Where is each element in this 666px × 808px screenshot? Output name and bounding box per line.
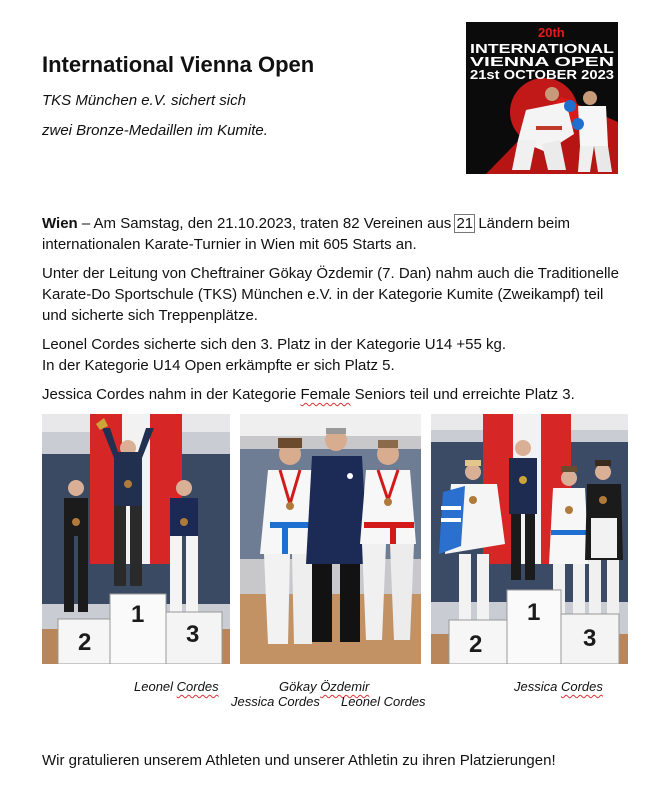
logo-vienna-open: VIENNA OPEN	[470, 54, 614, 69]
subtitle-line-1: TKS München e.V. sichert sich	[42, 92, 246, 109]
paragraph-leonel	[42, 334, 632, 376]
intro-text-1: – Am Samstag, den 21.10.2023, traten 82 Vereinen aus	[77, 215, 456, 232]
spellcheck-flagged-word: Female	[300, 386, 351, 403]
caption-first-name: Leonel	[134, 679, 177, 694]
caption-leonel-team: Leonel Cordes	[341, 694, 426, 709]
lead-word: Wien	[42, 215, 78, 232]
podium-label-third: 3	[186, 621, 200, 648]
logo-international: INTERNATIONAL	[470, 41, 615, 56]
jessica-text-2: Seniors teil und erreichte Platz 3.	[350, 386, 575, 403]
caption-coach	[279, 679, 369, 694]
intro-text-2: Ländern beim internationalen Karate-Turnier in Wien mit 605 Starts an.	[42, 215, 571, 253]
subtitle-line-2: zwei Bronze-Medaillen im Kumite.	[42, 122, 268, 139]
podium-label-first: 1	[527, 599, 541, 626]
caption-surname: Cordes	[176, 679, 219, 694]
caption-jessica	[514, 679, 603, 694]
event-logo	[466, 22, 618, 174]
paragraph-intro	[42, 213, 632, 255]
closing-line: Wir gratulieren unserem Athleten und unserer Athletin zu ihren Platzierungen!	[42, 752, 556, 769]
leonel-line-1: Leonel Cordes sicherte sich den 3. Platz in der Kategorie U14 +55 kg.	[42, 336, 507, 353]
caption-first-name: Gökay	[279, 679, 321, 694]
jessica-text-1: Jessica Cordes nahm in der Kategorie	[42, 386, 301, 403]
paragraph-coach: Unter der Leitung von Cheftrainer Gökay Özdemir (7. Dan) nahm auch die Traditionelle Karate-Do Sportschule (TKS) München e.V. in der Kategorie Kumite (Zweikampf) teil und sicherte sich Treppenplätze.	[42, 265, 619, 324]
podium-label-third: 3	[583, 625, 597, 652]
highlighted-number: 21	[456, 215, 474, 232]
podium-label-second: 2	[78, 629, 92, 656]
caption-leonel	[134, 679, 219, 694]
caption-jessica-team: Jessica Cordes	[231, 694, 320, 709]
photo-team	[240, 414, 421, 664]
photo-podium-jessica	[431, 414, 628, 664]
podium-label-second: 2	[469, 631, 483, 658]
caption-first-name: Jessica	[514, 679, 561, 694]
podium-label-first: 1	[131, 601, 145, 628]
caption-surname: Özdemir	[320, 679, 370, 694]
paragraph-jessica	[42, 384, 632, 405]
article-title: International Vienna Open	[42, 52, 315, 77]
leonel-line-2: In der Kategorie U14 Open erkämpfte er sich Platz 5.	[42, 357, 395, 374]
photo-podium-leonel	[42, 414, 230, 664]
logo-anniversary: 20th	[538, 25, 565, 40]
caption-surname: Cordes	[560, 679, 603, 694]
logo-date: 21st OCTOBER 2023	[470, 67, 614, 82]
